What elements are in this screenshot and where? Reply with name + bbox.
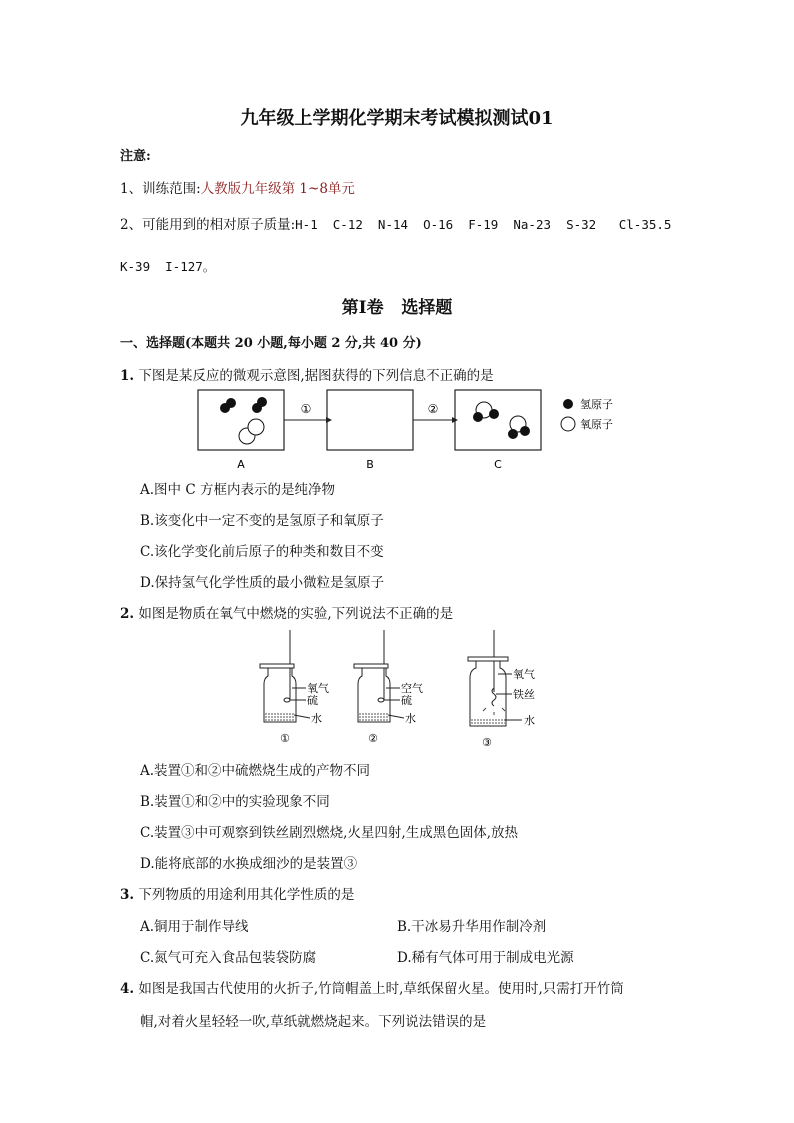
reaction-micro-diagram <box>190 386 630 474</box>
bottle-3-mark: ③ <box>482 736 492 749</box>
q2-option-a: A.装置①和②中硫燃烧生成的产物不同 <box>140 763 371 779</box>
water-molecule-c2 <box>508 416 530 439</box>
box-label-c: C <box>494 458 502 471</box>
question-4-text-line2: 帽,对着火星轻轻一吹,草纸就燃烧起来。下列说法错误的是 <box>140 1014 487 1030</box>
question-1-number: 1. <box>120 368 135 384</box>
bottle-2-water-label: 水 <box>405 712 416 725</box>
legend-hydrogen: 氢原子 <box>580 398 613 411</box>
hydrogen-molecule-a2 <box>252 397 267 413</box>
question-4-number: 4. <box>120 981 135 997</box>
q1-option-a: A.图中 C 方框内表示的是纯净物 <box>140 482 335 498</box>
legend-oxygen: 氧原子 <box>580 418 613 431</box>
bottle-1-water-label: 水 <box>311 712 322 725</box>
bottle-3-iron-label: 铁丝 <box>513 688 535 701</box>
question-2-number: 2. <box>120 606 135 622</box>
bottle-2-sulfur-label: 硫 <box>401 694 412 707</box>
question-1-text: 下图是某反应的微观示意图,据图获得的下列信息不正确的是 <box>138 368 494 384</box>
bottle-2 <box>354 630 423 745</box>
bottle-2-mark: ② <box>368 732 378 745</box>
oxygen-legend-icon <box>561 417 575 431</box>
notice-item-2-prefix: 2、可能用到的相对原子质量: <box>120 217 296 233</box>
combustion-bottles-diagram <box>250 630 570 752</box>
section-title: 第Ⅰ卷 选择题 <box>341 298 453 318</box>
q2-option-d: D.能将底部的水换成细沙的是装置③ <box>140 856 358 872</box>
atomic-masses-line2: K-39 I-127。 <box>120 259 216 274</box>
q2-option-c: C.装置③中可观察到铁丝剧烈燃烧,火星四射,生成黑色固体,放热 <box>140 825 519 841</box>
bottle-3 <box>468 630 535 749</box>
notice-item-1-prefix: 1、训练范围: <box>120 181 201 197</box>
q3-option-c: C.氮气可充入食品包装袋防腐 <box>140 950 317 966</box>
bottle-1 <box>260 630 329 745</box>
question-2-text: 如图是物质在氧气中燃烧的实验,下列说法不正确的是 <box>138 606 454 622</box>
arrow-label-2: ② <box>427 402 439 416</box>
oxygen-molecule-a <box>239 419 264 444</box>
water-molecule-c1 <box>473 402 499 422</box>
question-2-stem <box>120 602 453 622</box>
bottle-1-mark: ① <box>280 732 290 745</box>
notice-label: 注意: <box>120 149 151 164</box>
question-1-stem <box>120 364 494 384</box>
arrow-label-1: ① <box>300 402 312 416</box>
q2-option-b: B.装置①和②中的实验现象不同 <box>140 794 330 810</box>
page-title: 九年级上学期化学期末考试模拟测试01 <box>240 108 554 129</box>
q3-option-b: B.干冰易升华用作制冷剂 <box>397 919 547 935</box>
box-label-b: B <box>366 458 374 471</box>
question-3-text: 下列物质的用途利用其化学性质的是 <box>138 887 355 903</box>
question-4-text: 如图是我国古代使用的火折子,竹筒帽盖上时,草纸保留火星。使用时,只需打开竹筒 <box>138 981 624 997</box>
notice-item-1-range: 人教版九年级第 1~8单元 <box>200 181 355 197</box>
bottle-3-gas-label: 氧气 <box>513 668 535 681</box>
q3-option-d: D.稀有气体可用于制成电光源 <box>397 950 574 966</box>
notice-item-2 <box>120 213 671 233</box>
bottle-1-gas-label: 氧气 <box>307 682 329 695</box>
q1-option-d: D.保持氢气化学性质的最小微粒是氢原子 <box>140 575 385 591</box>
box-b <box>327 390 413 450</box>
atomic-masses-line1: H-1 C-12 N-14 O-16 F-19 Na-23 S-32 Cl-35.5 <box>295 217 672 232</box>
question-3-stem <box>120 883 354 903</box>
question-3-number: 3. <box>120 887 135 903</box>
question-4-stem <box>120 977 624 997</box>
hydrogen-legend-icon <box>563 399 573 409</box>
bottle-2-gas-label: 空气 <box>401 682 423 695</box>
box-label-a: A <box>237 458 245 471</box>
hydrogen-molecule-a1 <box>220 398 236 413</box>
notice-item-1 <box>120 177 355 197</box>
bottle-1-sulfur-label: 硫 <box>307 694 318 707</box>
q1-option-c: C.该化学变化前后原子的种类和数目不变 <box>140 544 384 560</box>
subsection-heading: 一、选择题(本题共 20 小题,每小题 2 分,共 40 分) <box>120 336 422 351</box>
q3-option-a: A.铜用于制作导线 <box>140 919 249 935</box>
q1-option-b: B.该变化中一定不变的是氢原子和氧原子 <box>140 513 384 529</box>
box-c <box>455 390 541 450</box>
bottle-3-water-label: 水 <box>524 714 535 727</box>
